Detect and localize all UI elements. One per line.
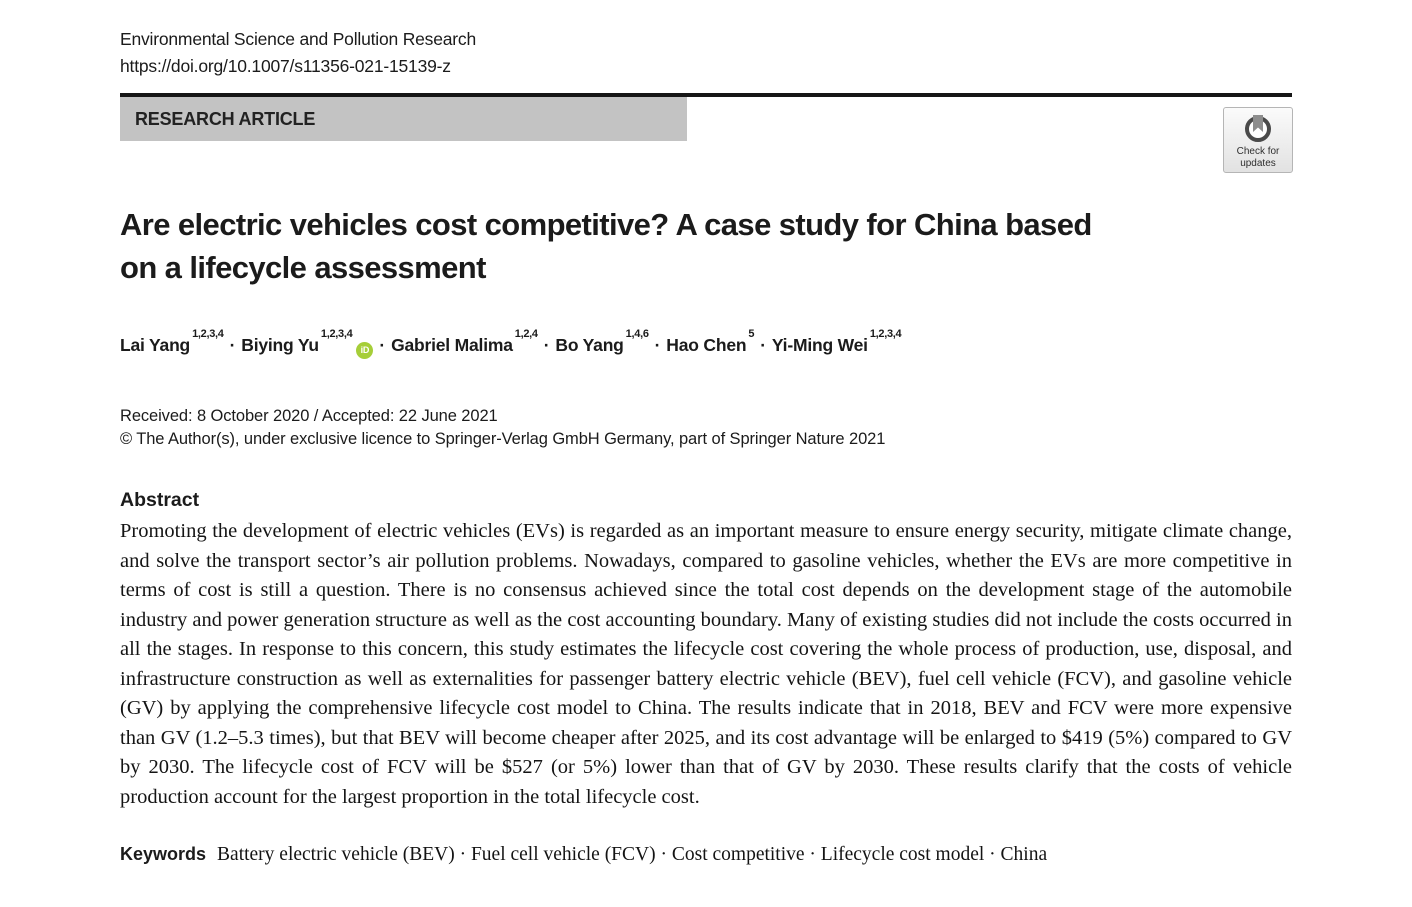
- abstract-section: [120, 487, 1292, 812]
- author-separator: ·: [379, 335, 386, 355]
- check-for-updates-badge[interactable]: [1223, 107, 1293, 173]
- author-separator: ·: [760, 335, 766, 355]
- author-affiliation-sup: 1,4,6: [625, 328, 649, 341]
- paper-title-line-2: on a lifecycle assessment: [120, 250, 486, 285]
- author: Gabriel Malima$^{1,2,4}$: [391, 328, 538, 355]
- orcid-icon[interactable]: iD: [356, 342, 373, 359]
- author: Bo Yang$^{1,4,6}$: [555, 328, 649, 355]
- paper-title: [120, 203, 1292, 289]
- journal-header: [120, 26, 1292, 80]
- author-separator: ·: [229, 335, 236, 355]
- doi-link[interactable]: https://doi.org/10.1007/s11356-021-15139-z: [120, 56, 451, 76]
- author-affiliation-sup: 1,2,3,4: [192, 328, 224, 341]
- author-affiliation-sup: 1,2,3,4: [869, 328, 902, 341]
- author-separator: ·: [543, 335, 550, 355]
- abstract-text: Promoting the development of electric vehicles (EVs) is regarded as an important measure to ensure energy security, mitigate climate change, and solve the transport sector’s air pollution problems. Nowadays, compared to gasoline vehicles, whether the EVs are more competitive in terms of cost is still a question. There is no consensus achieved since the total cost depends on the development stage of the automobile industry and power generation structure as well as the cost accounting boundary. Many of existing studies did not include the costs occurred in all the stages. In response to this concern, this study estimates the lifecycle cost covering the whole process of production, use, disposal, and infrastructure construction as well as externalities for passenger battery electric vehicle (BEV), fuel cell vehicle (FCV), and gasoline vehicle (GV) by applying the comprehensive lifecycle cost model to China. The results indicate that in 2018, BEV and FCV were more expensive than GV (1.2–5.3 times), but that BEV will become cheaper after 2025, and its cost advantage will be enlarged to $419 (5%) compared to GV by 2030. The lifecycle cost of FCV will be $527 (or 5%) lower than that of GV by 2030. These results clarify that the costs of vehicle production account for the largest proportion in the total lifecycle cost.: [120, 520, 1292, 808]
- author: Yi-Ming Wei$^{1,2,3,4}$: [771, 328, 902, 355]
- article-meta: [120, 405, 1292, 451]
- author: Biying Yu$^{1,2,3,4}$: [241, 328, 353, 355]
- article-first-page: [120, 0, 1292, 868]
- research-article-banner: [120, 97, 687, 141]
- keywords-label: Keywords: [120, 844, 207, 864]
- update-bookmark-icon: [1241, 111, 1275, 145]
- check-for-updates-label: Check for updates: [1236, 146, 1280, 169]
- keywords-line: [120, 841, 1292, 868]
- author-separator: ·: [654, 335, 661, 355]
- author-affiliation-sup: 5: [748, 328, 755, 341]
- paper-title-line-1: Are electric vehicles cost competitive? A case study for China based: [120, 207, 1092, 242]
- author: Hao Chen$^5$: [666, 328, 755, 355]
- keywords-text: Battery electric vehicle (BEV) · Fuel cell vehicle (FCV) · Cost competitive · Lifecycle cost model · China: [217, 844, 1048, 865]
- authors-line: [120, 328, 1292, 359]
- journal-name: Environmental Science and Pollution Research: [120, 29, 476, 49]
- abstract-heading: Abstract: [120, 489, 200, 511]
- author-affiliation-sup: 1,2,4: [514, 328, 538, 341]
- received-accepted-line: Received: 8 October 2020 / Accepted: 22 June 2021: [120, 407, 498, 425]
- banner-label: RESEARCH ARTICLE: [135, 108, 316, 129]
- copyright-line: © The Author(s), under exclusive licence to Springer-Verlag GmbH Germany, part of Springer Nature 2021: [120, 430, 886, 448]
- author: Lai Yang$^{1,2,3,4}$: [120, 328, 224, 355]
- author-affiliation-sup: 1,2,3,4: [320, 328, 353, 341]
